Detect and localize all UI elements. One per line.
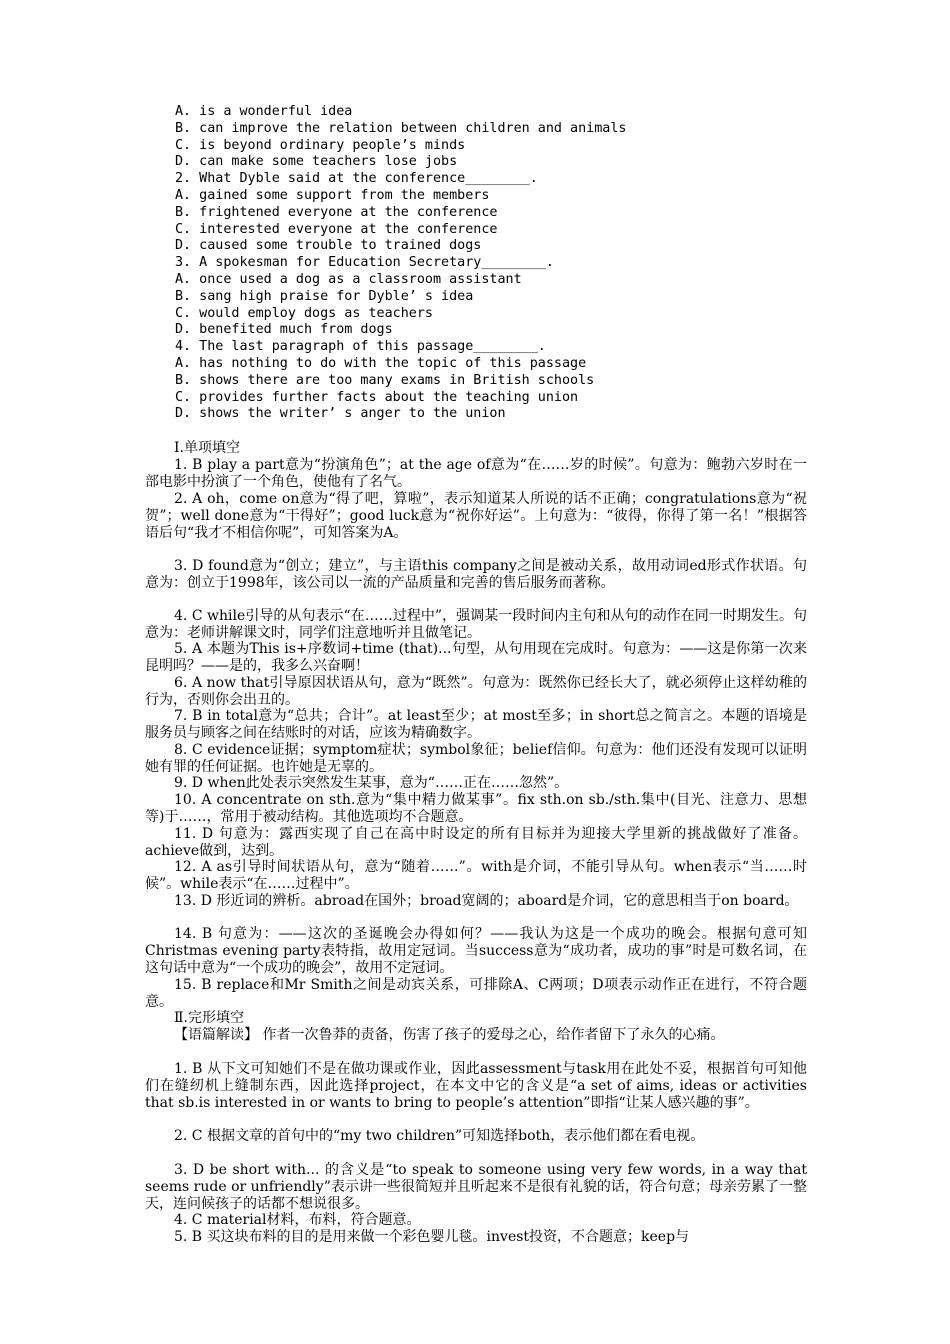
answer-item: 10. A concentrate on sth.意为“集中精力做某事”。fix sth.on sb./sth.集中(目光、注意力、思想等)于……，常用于被动结构。其他选项均不合题意。: [145, 792, 807, 825]
option-line: B. sang high praise for Dyble’ s idea: [175, 289, 474, 304]
option-line: D. can make some teachers lose jobs: [175, 154, 458, 169]
answer-item: 2. A oh，come on意为“得了吧，算啦”，表示知道某人所说的话不正确；congratulations意为“祝贺”；well done意为“干得好”；good luck意为“祝你好运”。上句意为：“彼得，你得了第一名！”根据答语后句“我才不相信你呢”，可知答案为A。: [145, 491, 807, 541]
option-line: A. has nothing to do with the topic of this passage: [175, 356, 587, 371]
option-line: B. frightened everyone at the conference: [175, 205, 498, 220]
answer-item: 2. C 根据文章的首句中的“my two children”可知选择both，表示他们都在看电视。: [174, 1128, 705, 1144]
answer-item: 1. B play a part意为“扮演角色”；at the age of意为“在……岁的时候”。句意为：鲍勃六岁时在一部电影中扮演了一个角色，使他有了名气。: [145, 457, 807, 490]
answer-item: 14. B 句意为：——这次的圣诞晚会办得如何？——我认为这是一个成功的晚会。根据句意可知Christmas evening party表特指，故用定冠词。当success意为“成功者，成功的事”时是可数名词，在这句话中意为“一个成功的晚会”，故用不定冠词。: [145, 926, 807, 976]
answer-item: 5. B 买这块布料的目的是用来做一个彩色婴儿毯。invest投资，不合题意；keep与: [174, 1229, 690, 1245]
answer-item: 1. B 从下文可知她们不是在做功课或作业，因此assessment与task用在此处不妥，根据首句可知他们在缝纫机上缝制东西，因此选择project，在本文中它的含义是“a set of aims, ideas or activities that sb.is interested in or wants to bring to people’s attention”即指“让某人感兴趣的事”。: [145, 1061, 807, 1111]
answer-item: 4. C while引导的从句表示“在……过程中”，强调某一段时间内主句和从句的动作在同一时期发生。句意为：老师讲解课文时，同学们注意地听并且做笔记。: [145, 608, 807, 641]
option-line: C. would employ dogs as teachers: [175, 306, 433, 321]
passage-analysis: 【语篇解读】 作者一次鲁莽的责备，伤害了孩子的爱母之心，给作者留下了永久的心痛。: [174, 1027, 725, 1043]
option-line: D. caused some trouble to trained dogs: [175, 238, 482, 253]
section-heading-single-choice: Ⅰ.单项填空: [174, 440, 240, 456]
answer-item: 8. C evidence证据；symptom症状；symbol象征；belief信仰。句意为：他们还没有发现可以证明她有罪的任何证据。也许她是无辜的。: [145, 742, 807, 775]
option-line: A. is a wonderful idea: [175, 104, 353, 119]
option-line: A. once used a dog as a classroom assistant: [175, 272, 522, 287]
answer-item: 15. B replace和Mr Smith之间是动宾关系，可排除A、C两项；D项表示动作正在进行，不符合题意。: [145, 977, 807, 1010]
answer-item: 13. D 形近词的辨析。abroad在国外；broad宽阔的；aboard是介词，它的意思相当于on board。: [174, 893, 799, 909]
option-line: D. benefited much from dogs: [175, 322, 393, 337]
answer-item: 3. D be short with... 的含义是“to speak to someone using very few words, in a way that seems rude or unfriendly”表示讲一些很简短并且听起来不是很有礼貌的话，符合句意；母亲劳累了一整天，连问候孩子的话都不想说很多。: [145, 1162, 807, 1212]
answer-item: 9. D when此处表示突然发生某事，意为“……正在……忽然”。: [174, 775, 569, 791]
answer-item: 6. A now that引导原因状语从句，意为“既然”。句意为：既然你已经长大了，就必须停止这样幼稚的行为，否则你会出丑的。: [145, 675, 807, 708]
option-line: C. is beyond ordinary people’s minds: [175, 138, 466, 153]
answer-item: 11. D 句意为：露西实现了自己在高中时设定的所有目标并为迎接大学里新的挑战做好了准备。achieve做到，达到。: [145, 826, 807, 859]
answer-item: 7. B in total意为“总共；合计”。at least至少；at most至多；in short总之简言之。本题的语境是服务员与顾客之间在结账时的对话，应该为精确数字。: [145, 708, 807, 741]
question-line: 3. A spokesman for Education Secretary________.: [175, 255, 554, 270]
option-line: D. shows the writer’ s anger to the union: [175, 406, 506, 421]
question-line: 2. What Dyble said at the conference________.: [175, 171, 538, 186]
option-line: B. can improve the relation between children and animals: [175, 121, 627, 136]
option-line: B. shows there are too many exams in British schools: [175, 373, 595, 388]
section-heading-cloze: Ⅱ.完形填空: [174, 1010, 244, 1026]
answer-item: 5. A 本题为This is+序数词+time (that)...句型，从句用现在完成时。句意为：——这是你第一次来昆明吗？——是的，我多么兴奋啊！: [145, 641, 807, 674]
answer-item: 3. D found意为“创立；建立”，与主语this company之间是被动关系，故用动词ed形式作状语。句意为：创立于1998年，该公司以一流的产品质量和完善的售后服务而著称。: [145, 558, 807, 591]
option-line: C. interested everyone at the conference: [175, 222, 498, 237]
answer-item: 4. C material材料，布料，符合题意。: [174, 1212, 421, 1228]
answer-item: 12. A as引导时间状语从句，意为“随着……”。with是介词，不能引导从句。when表示“当……时候”。while表示“在……过程中”。: [145, 859, 807, 892]
option-line: A. gained some support from the members: [175, 188, 490, 203]
question-line: 4. The last paragraph of this passage________.: [175, 339, 546, 354]
option-line: C. provides further facts about the teaching union: [175, 390, 579, 405]
